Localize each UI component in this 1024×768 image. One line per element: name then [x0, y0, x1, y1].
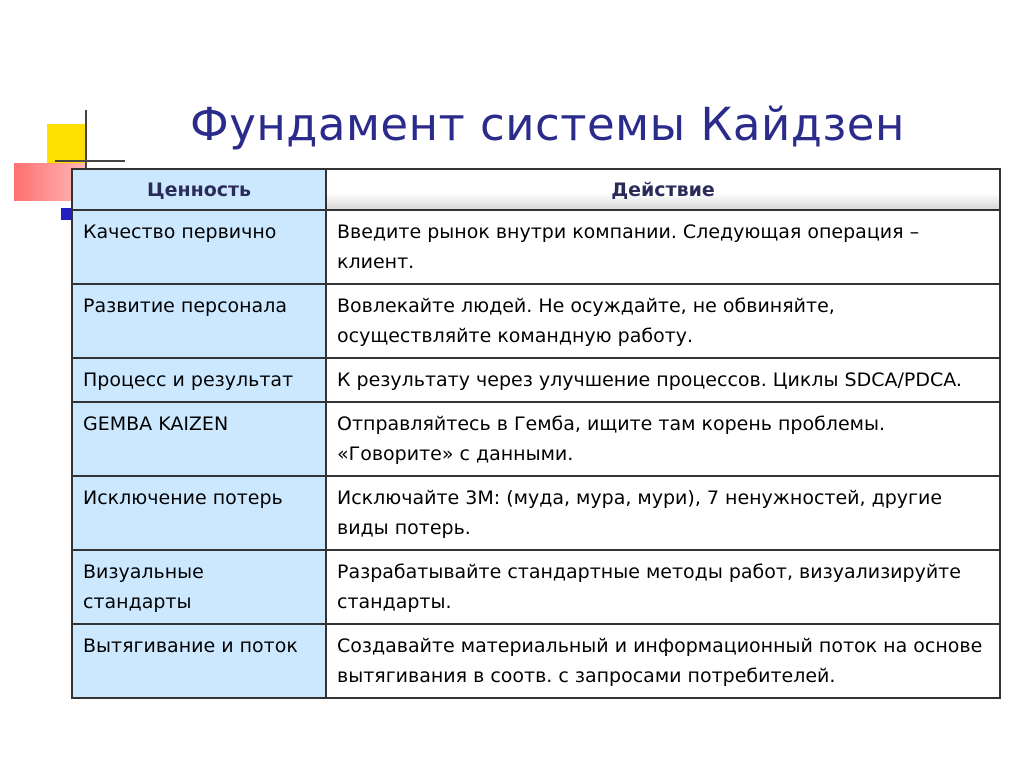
value-cell: Вытягивание и поток [72, 624, 326, 698]
table-row [72, 210, 1000, 284]
value-cell: GEMBA KAIZEN [72, 402, 326, 476]
value-cell: Процесс и результат [72, 358, 326, 402]
slide-title: Фундамент системы Кайдзен [190, 98, 905, 151]
value-cell: Развитие персонала [72, 284, 326, 358]
table-row [72, 550, 1000, 624]
table-row [72, 476, 1000, 550]
table-header-row [72, 169, 1000, 210]
action-cell: Отправляйтесь в Гемба, ищите там корень проблемы. «Говорите» с данными. [326, 402, 1000, 476]
value-cell: Визуальные стандарты [72, 550, 326, 624]
action-cell: К результату через улучшение процессов. Циклы SDCA/PDCA. [326, 358, 1000, 402]
header-value: Ценность [72, 169, 326, 210]
yellow-square-decoration [47, 124, 87, 164]
header-action: Действие [326, 169, 1000, 210]
table-row [72, 284, 1000, 358]
table-row [72, 402, 1000, 476]
action-cell: Исключайте 3М: (муда, мура, мури), 7 ненужностей, другие виды потерь. [326, 476, 1000, 550]
action-cell: Разрабатывайте стандартные методы работ, визуализируйте стандарты. [326, 550, 1000, 624]
action-cell: Создавайте материальный и информационный поток на основе вытягивания в соотв. с запросами потребителей. [326, 624, 1000, 698]
table-row [72, 624, 1000, 698]
value-cell: Качество первично [72, 210, 326, 284]
kaizen-table [71, 168, 1001, 699]
action-cell: Вовлекайте людей. Не осуждайте, не обвиняйте, осуществляйте командную работу. [326, 284, 1000, 358]
action-cell: Введите рынок внутри компании. Следующая операция – клиент. [326, 210, 1000, 284]
value-cell: Исключение потерь [72, 476, 326, 550]
horizontal-line-decoration [55, 160, 125, 162]
table-row [72, 358, 1000, 402]
